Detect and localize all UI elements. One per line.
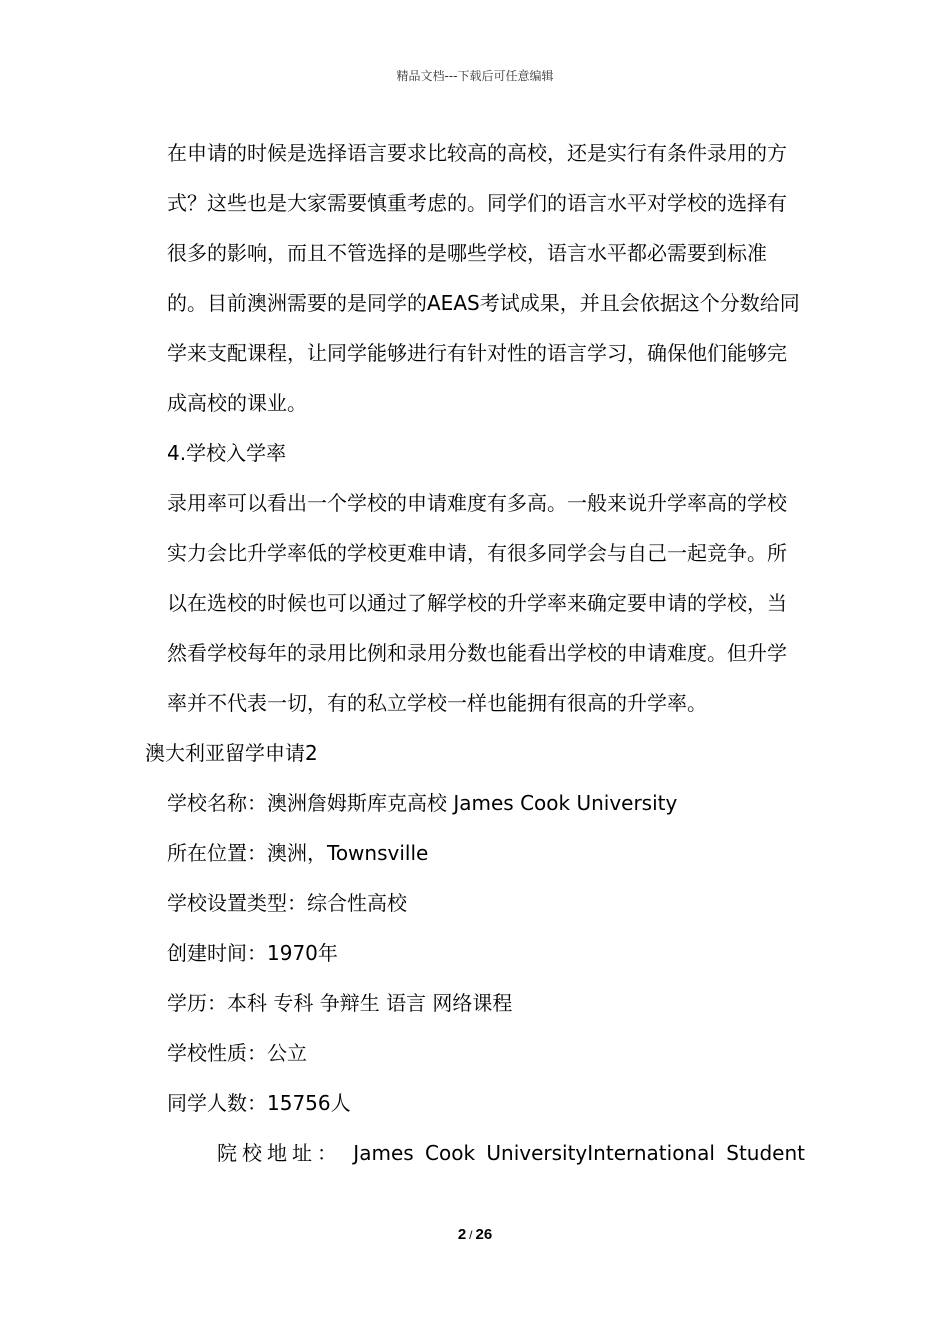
info-degrees: 学历：本科 专科 争辩生 语言 网络课程 (167, 991, 513, 1015)
paragraph-admission-rate: 录用率可以看出一个学校的申请难度有多高。一般来说升学率高的学校实力会比升学率低的学校更难申请，有很多同学会与自己一起竞争。所以在选校的时候也可以通过了解学校的升学率来确定要申请的学校，当然看学校每年的录用比例和录用分数也能看出学校的申请难度。但升学率并不代表一切，有的私立学校一样也能拥有很高的升学率。 (167, 491, 787, 715)
current-page: 2 (457, 1226, 467, 1243)
page-number (0, 1226, 950, 1243)
total-pages: 26 (475, 1226, 493, 1243)
document-body (145, 128, 805, 1178)
info-address: 院校地址： James Cook UniversityInternational Student (217, 1141, 805, 1165)
page-separator: / (469, 1228, 473, 1242)
info-school-type: 学校设置类型：综合性高校 (167, 891, 407, 915)
page-header: 精品文档---下载后可任意编辑 (396, 69, 554, 83)
info-nature: 学校性质：公立 (167, 1041, 307, 1065)
info-school-name: 学校名称：澳洲詹姆斯库克高校 James Cook University (167, 791, 678, 815)
info-founded: 创建时间：1970年 (167, 941, 338, 965)
paragraph-language: 在申请的时候是选择语言要求比较高的高校，还是实行有条件录用的方式？这些也是大家需要慎重考虑的。同学们的语言水平对学校的选择有很多的影响，而且不管选择的是哪些学校，语言水平都必需要到标准的。目前澳洲需要的是同学的AEAS考试成果，并且会依据这个分数给同学来支配课程，让同学能够进行有针对性的语言学习，确保他们能够完成高校的课业。 (167, 141, 800, 415)
info-student-count: 同学人数：15756人 (167, 1091, 351, 1115)
info-location: 所在位置：澳洲，Townsville (167, 841, 429, 865)
section-heading-admission-rate: 4.学校入学率 (167, 441, 287, 465)
section-heading-application-2: 澳大利亚留学申请2 (145, 741, 318, 765)
